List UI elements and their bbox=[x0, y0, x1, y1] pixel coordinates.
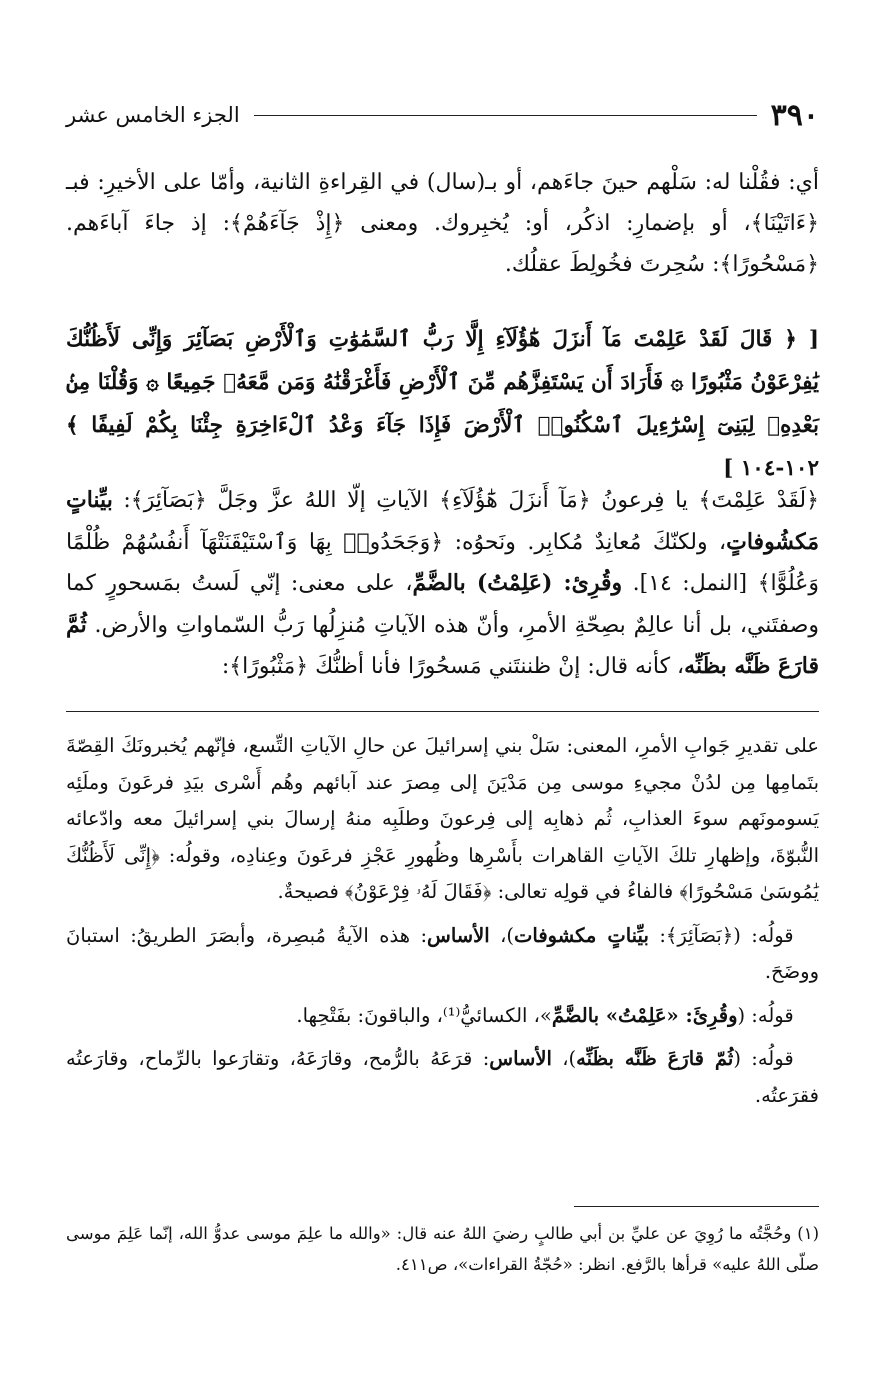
commentary-paragraph bbox=[66, 162, 819, 285]
gloss-p4-rest: : قرَعَهُ بالرُّمح، وقارَعَهُ، وتقارَعوا بالرِّماح، وقارَعتُه فقرَعتُه. bbox=[66, 1047, 819, 1107]
gloss-paragraph-3 bbox=[66, 998, 819, 1035]
page-number: ٣٩٠ bbox=[770, 97, 819, 133]
tafsir-part-1: ﴿لَقَدْ عَلِمْتَ﴾ يا فِرعونُ ﴿مَآ أَنزَلَ هَٰٓؤُلَآءِ﴾ الآياتِ إلّا اللهُ عزَّ وجَلَّ ﴿بَصَآئِرَ﴾: bbox=[112, 488, 819, 513]
header-rule bbox=[254, 115, 757, 116]
tafsir-part-4: ، كأنه قال: إنْ ظننتَني مَسحُورًا فأنا أظنُّكَ ﴿مَثْبُورًا﴾: bbox=[221, 654, 685, 679]
tafsir-bold-1: بيِّناتٍ مَكشُوفاتٍ bbox=[66, 487, 819, 555]
part-title: الجزء الخامس عشر bbox=[66, 103, 240, 127]
gloss-p2-mid: )، bbox=[489, 923, 515, 947]
tafsir-part-3: ، على معنى: إنّي لَستُ بمَسحورٍ كما وصفتَني، بل أنا عالِمٌ بصِحّةِ الأمرِ، وأنّ هذه الآياتِ مُنزِلُها رَبُّ السّماواتِ والأرض. bbox=[66, 571, 819, 638]
gloss-p3-bold: وقُرِئَ: «عَلِمْتُ» بالضَّمِّ bbox=[551, 1003, 738, 1027]
footnote bbox=[66, 1218, 819, 1280]
gloss-paragraph-4 bbox=[66, 1041, 819, 1114]
gloss-p4-bold-1: ثُمّ قارَعَ ظَنَّه بظَنِّه bbox=[576, 1047, 734, 1070]
quran-verse-block bbox=[66, 318, 819, 490]
tafsir-paragraph bbox=[66, 480, 819, 688]
gloss-p4-bold-2: الأساس bbox=[489, 1047, 552, 1070]
tafsir-bold-3: ثُمَّ قارَعَ ظَنَّه بظَنِّه bbox=[66, 611, 819, 679]
tafsir-part-2: ، ولكنّكَ مُعانِدٌ مُكابِر. ونَحوُه: ﴿وَجَحَدُوا۟ بِهَا وَٱسْتَيْقَنَتْهَآ أَنفُسُهُمْ ظُلْمًا وَعُلُوًّا﴾ [النمل: ١٤]. bbox=[66, 529, 819, 596]
commentary-text: أي: فقُلْنا له: سَلْهم حينَ جاءَهم، أو بـ(سال) في القِراءةِ الثانية، وأمّا على الأخيرِ: فبـ ﴿ءَاتَيْنَا﴾، أو بإضمارِ: اذكُر، أو: يُخبِروك. ومعنى ﴿إِذْ جَآءَهُمْ﴾: إذ جاءَ آباءَهم. ﴿مَسْحُورًا﴾: سُحِرتَ فخُولِطَ عقلُك. bbox=[66, 170, 819, 277]
gloss-p4-lead: قولُه: ( bbox=[733, 1047, 794, 1070]
footnote-rule bbox=[574, 1206, 819, 1207]
section-divider bbox=[66, 711, 819, 712]
gloss-p2-bold-2: الأساس bbox=[427, 923, 490, 947]
gloss-p2-lead: قولُه: (﴿بَصَآئِرَ﴾: bbox=[648, 923, 794, 947]
gloss-paragraph-2 bbox=[66, 918, 819, 991]
gloss-p3-lead: قولُه: ( bbox=[737, 1003, 794, 1027]
tafsir-bold-2: وقُرِئ: (عَلِمْتُ) بالضَّمِّ bbox=[412, 570, 623, 596]
gloss-p3-rest: »، الكسائيُّ⁽¹⁾، والباقونَ: بفَتْحِها. bbox=[296, 1003, 552, 1027]
gloss-section bbox=[66, 728, 819, 1114]
tafsir-text bbox=[66, 480, 819, 688]
gloss-p2-rest: : هذه الآيةُ مُبصِرة، وأبصَرَ الطريقُ: استبانَ ووضَحَ. bbox=[66, 923, 819, 983]
quran-verse-text: [ ﴿ قَالَ لَقَدْ عَلِمْتَ مَآ أَنزَلَ هَٰٓؤُلَآءِ إِلَّا رَبُّ ٱلسَّمَٰوَٰتِ وَٱلْأَرْضِ بَصَآئِرَ وَإِنِّى لَأَظُنُّكَ يَٰفِرْعَوْنُ مَثْبُورًا ۞ فَأَرَادَ أَن يَسْتَفِزَّهُم مِّنَ ٱلْأَرْضِ فَأَغْرَقْنَٰهُ وَمَن مَّعَهُۥ جَمِيعًا ۞ وَقُلْنَا مِنۢ بَعْدِهِۦ لِبَنِىٓ إِسْرَٰٓءِيلَ ٱسْكُنُوا۟ ٱلْأَرْضَ فَإِذَا جَآءَ وَعْدُ ٱلْءَاخِرَةِ جِئْنَا بِكُمْ لَفِيفًا ﴾ ١٠٢-١٠٤ ] bbox=[66, 327, 819, 481]
gloss-p2-bold-1: بيِّناتٍ مكشوفات bbox=[514, 923, 649, 947]
page-header bbox=[66, 92, 819, 138]
gloss-paragraph-1: على تقديرِ جَوابِ الأمرِ، المعنى: سَلْ بني إسرائيلَ عن حالِ الآياتِ التِّسع، فإنّهم يُخبرونَكَ القِصّةَ بتَمامِها مِن لدُنْ مجيءِ موسى مِن مَدْيَنَ إلى مِصرَ عند آبائهم وهُم أَسْرى بيَدِ فرعَونَ وملَئِه يَسومونَهم سوءَ العذابِ، ثُم ذهابِه إلى فِرعونَ وطلَبِه منهُ إرسالَ بني إسرائيلَ معه وادّعائه النُّبوّةَ، وإظهارِ تلكَ الآياتِ القاهرات بأَسْرِها وظُهورِ عَجْزِ فرعَونَ وعِنادِه، وقولُه: ﴿إِنِّى لَأَظُنُّكَ يَٰمُوسَىٰ مَسْحُورًا﴾ فالفاءُ في قولِه تعالى: ﴿فَقَالَ لَهُۥ فِرْعَوْنُ﴾ فصيحةٌ. bbox=[66, 734, 819, 903]
footnote-text: (١) وحُجَّتُه ما رُوِيَ عن عليِّ بن أبي طالبٍ رضيَ اللهُ عنه قال: «والله ما علِمَ موسى عدوُّ الله، إنّما عَلِمَ موسى صلّى اللهُ عليه» قرأها بالرَّفع. انظر: «حُجّةُ القراءات»، ص٤١١. bbox=[66, 1224, 819, 1274]
gloss-p4-mid: )، bbox=[551, 1047, 577, 1070]
